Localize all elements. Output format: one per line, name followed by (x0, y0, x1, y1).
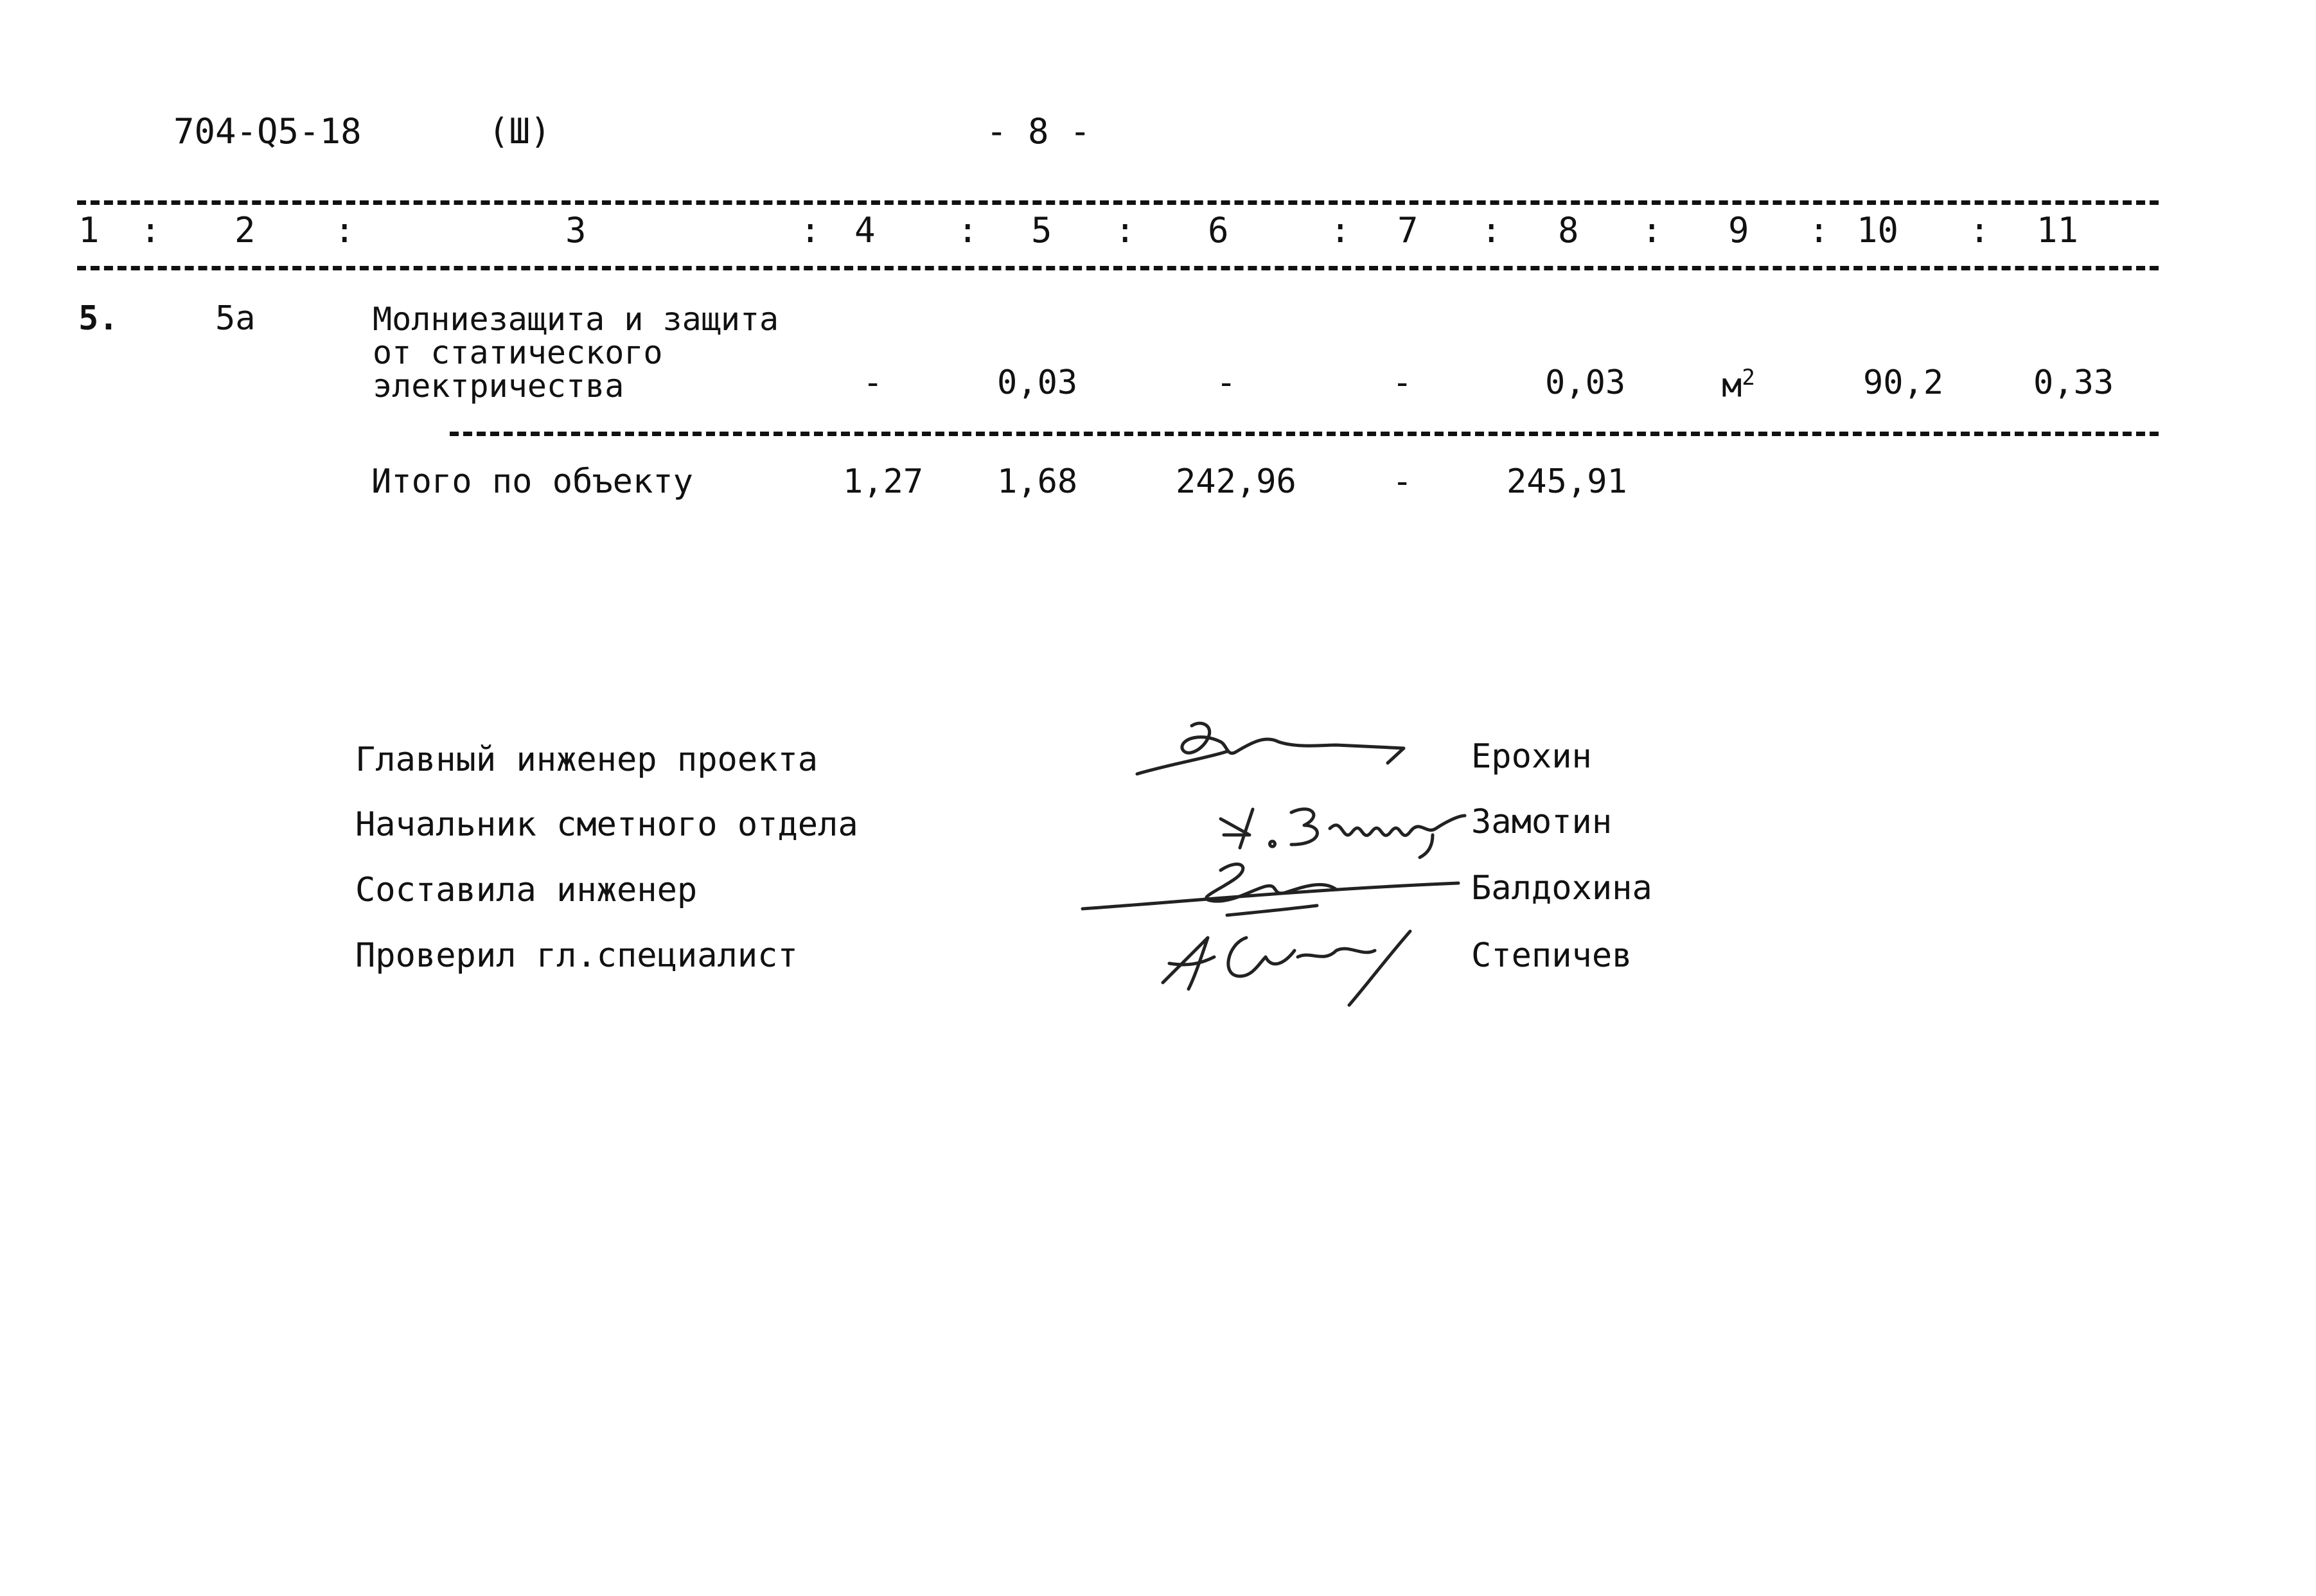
col-3: 3 (565, 210, 587, 250)
handwritten-signature (1079, 851, 1465, 928)
col-6: 6 (1208, 210, 1229, 250)
handwritten-signature (1214, 790, 1471, 861)
col-sep: : (800, 210, 821, 250)
col-sep: : (1808, 210, 1830, 250)
row-number: 5. (78, 299, 119, 338)
signature-name: Степичев (1471, 936, 1632, 975)
handwritten-signature (1156, 918, 1426, 1008)
signature-name: Замотин (1471, 803, 1613, 841)
row-col-10: 90,2 (1863, 364, 1944, 402)
col-sep: : (1481, 210, 1502, 250)
total-col-6: 242,96 (1176, 462, 1296, 501)
col-sep: : (140, 210, 161, 250)
col-2: 2 (234, 210, 256, 250)
doc-code: 704-Q5-18 (173, 111, 362, 152)
total-col-5: 1,68 (997, 462, 1078, 501)
row-col-7: - (1392, 364, 1413, 402)
signature-role: Начальник сметного отдела (355, 805, 858, 844)
col-sep: : (334, 210, 355, 250)
col-1: 1 (78, 210, 100, 250)
total-label: Итого по объекту (371, 462, 693, 501)
signature-name: Ерохин (1471, 737, 1592, 776)
row-col-11: 0,33 (2033, 364, 2114, 402)
total-col-4: 1,27 (843, 462, 924, 501)
col-sep: : (1969, 210, 1990, 250)
col-sep: : (957, 210, 978, 250)
col-sep: : (1330, 210, 1351, 250)
handwritten-signature (1131, 713, 1426, 784)
row-col-6: - (1216, 364, 1237, 402)
col-10: 10 (1857, 210, 1899, 250)
signature-name: Балдохина (1471, 869, 1652, 908)
page-number: - 8 - (986, 111, 1091, 152)
row-name-line-1: Молниезащита и защита (373, 301, 779, 338)
row-col-4: - (863, 364, 883, 402)
col-8: 8 (1558, 210, 1579, 250)
row-col-8: 0,03 (1545, 364, 1626, 402)
row-name-line-2: от статического (373, 334, 663, 371)
col-7: 7 (1397, 210, 1419, 250)
total-col-7: - (1392, 462, 1413, 501)
col-sep: : (1641, 210, 1663, 250)
row-col-5: 0,03 (997, 364, 1078, 402)
col-5: 5 (1031, 210, 1052, 250)
signature-role: Главный инженер проекта (355, 741, 818, 779)
col-11: 11 (2037, 210, 2079, 250)
row-name-line-3: электричества (373, 367, 624, 405)
row-code: 5а (215, 299, 256, 338)
col-sep: : (1115, 210, 1136, 250)
total-separator-rule (450, 432, 2159, 436)
signature-role: Проверил гл.специалист (355, 936, 798, 975)
row-col-9-unit: $м^2$ (1722, 365, 1755, 405)
col-4: 4 (854, 210, 876, 250)
table-header-top-rule (77, 200, 2159, 205)
signature-role: Составила инженер (355, 871, 698, 909)
table-header-bottom-rule (77, 266, 2159, 270)
doc-part: (Ш) (488, 111, 551, 152)
total-col-8: 245,91 (1507, 462, 1627, 501)
col-9: 9 (1728, 210, 1749, 250)
